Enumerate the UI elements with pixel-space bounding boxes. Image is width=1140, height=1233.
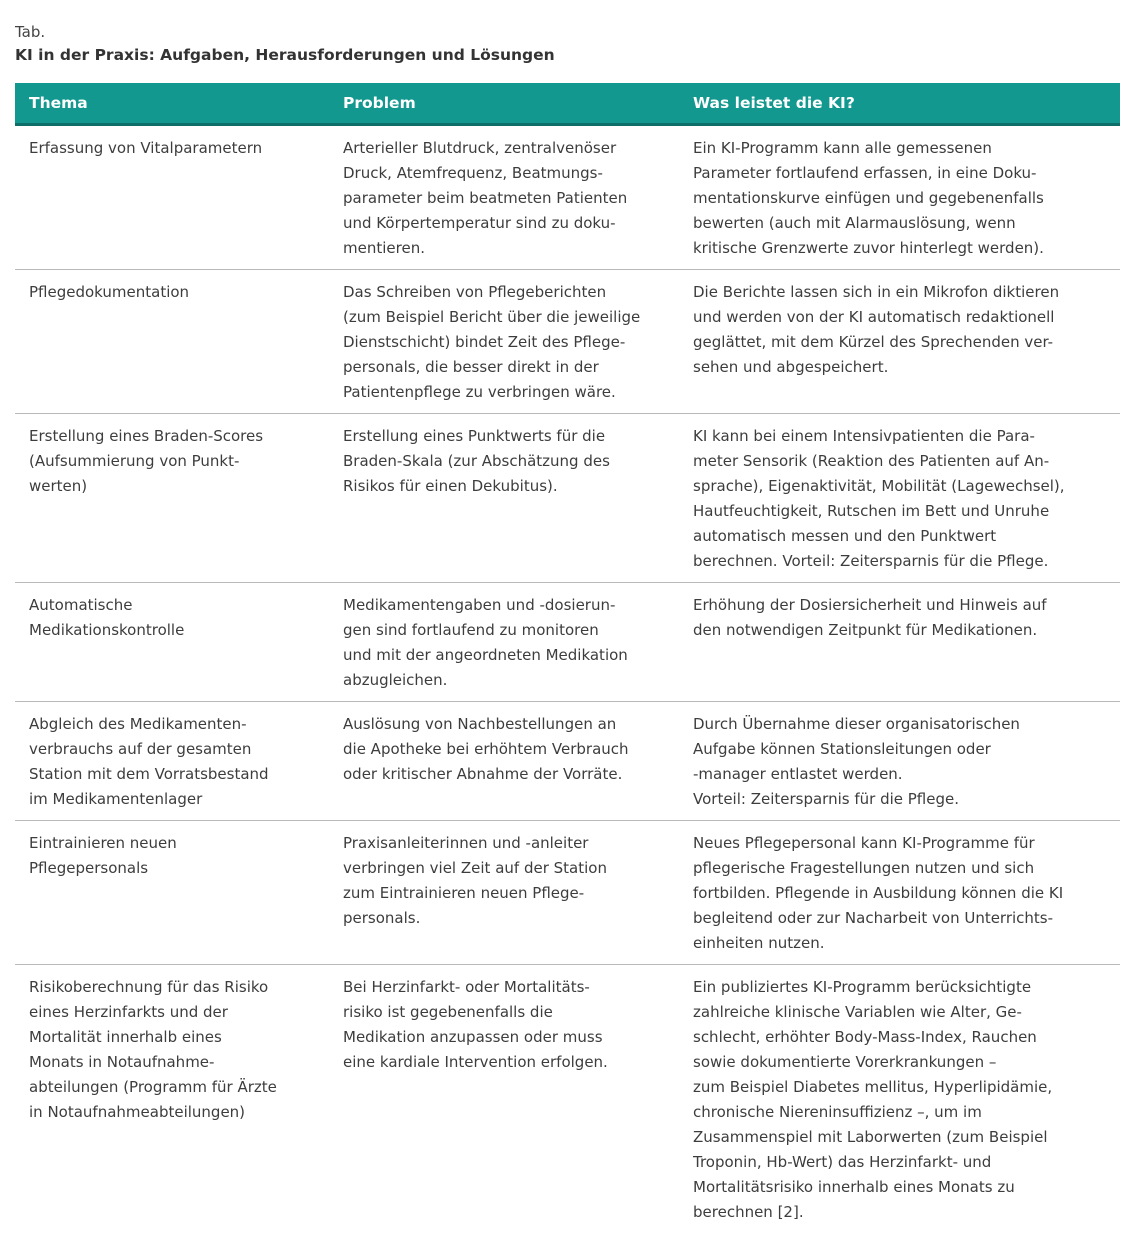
cell-ki-leistung	[679, 269, 1120, 413]
cell-text-line: Ein KI-Programm kann alle gemessenen	[693, 138, 992, 157]
cell-thema	[15, 582, 329, 701]
cell-text-line: kritische Grenzwerte zuvor hinterlegt werden).	[693, 238, 1044, 257]
cell-text-line: chronische Niereninsuffizienz –, um im	[693, 1102, 982, 1121]
header-thema: Thema	[15, 83, 329, 124]
table-row	[15, 269, 1120, 413]
cell-text-line: Abgleich des Medikamenten-	[29, 714, 247, 733]
cell-text-line: Braden-Skala (zur Abschätzung des	[343, 451, 610, 470]
cell-thema	[15, 701, 329, 820]
cell-thema	[15, 964, 329, 1233]
cell-text-line: die Apotheke bei erhöhtem Verbrauch	[343, 739, 629, 758]
cell-text-line: Neues Pflegepersonal kann KI-Programme für	[693, 833, 1035, 852]
cell-text-line: im Medikamentenlager	[29, 789, 203, 808]
cell-text-line: personals, die besser direkt in der	[343, 357, 599, 376]
cell-text-line: eines Herzinfarkts und der	[29, 1002, 228, 1021]
cell-text-line: schlecht, erhöhter Body-Mass-Index, Rauchen	[693, 1027, 1037, 1046]
cell-ki-leistung	[679, 964, 1120, 1233]
cell-text-line: Zusammenspiel mit Laborwerten (zum Beispiel	[693, 1127, 1048, 1146]
cell-text-line: Monats in Notaufnahme-	[29, 1052, 215, 1071]
table-body	[15, 124, 1120, 1233]
cell-text-line: Das Schreiben von Pflegeberichten	[343, 282, 607, 301]
cell-text-line: -manager entlastet werden.	[693, 764, 903, 783]
table-row	[15, 964, 1120, 1233]
cell-text-line: Praxisanleiterinnen und -anleiter	[343, 833, 589, 852]
cell-text-line: Erstellung eines Punktwerts für die	[343, 426, 606, 445]
cell-text-line: Mortalitätsrisiko innerhalb eines Monats zu	[693, 1177, 1015, 1196]
cell-thema	[15, 124, 329, 269]
cell-text-line: zum Beispiel Diabetes mellitus, Hyperlipidämie,	[693, 1077, 1053, 1096]
cell-text-line: und Körpertemperatur sind zu doku-	[343, 213, 616, 232]
table-title: KI in der Praxis: Aufgaben, Herausforderungen und Lösungen	[15, 46, 555, 64]
cell-text-line: und mit der angeordneten Medikation	[343, 645, 628, 664]
cell-text-line: Eintrainieren neuen	[29, 833, 177, 852]
cell-ki-leistung	[679, 413, 1120, 582]
cell-text-line: meter Sensorik (Reaktion des Patienten auf An-	[693, 451, 1050, 470]
cell-text-line: Die Berichte lassen sich in ein Mikrofon diktieren	[693, 282, 1060, 301]
cell-text-line: Pflegepersonals	[29, 858, 149, 877]
cell-text-line: Durch Übernahme dieser organisatorischen	[693, 714, 1020, 733]
cell-text-line: oder kritischer Abnahme der Vorräte.	[343, 764, 623, 783]
cell-text-line: Medikation anzupassen oder muss	[343, 1027, 603, 1046]
cell-text-line: den notwendigen Zeitpunkt für Medikationen.	[693, 620, 1038, 639]
cell-problem	[329, 582, 679, 701]
cell-text-line: abteilungen (Programm für Ärzte	[29, 1077, 277, 1096]
header-row	[15, 83, 1120, 124]
ki-praxis-table	[15, 83, 1120, 1233]
cell-text-line: zahlreiche klinische Variablen wie Alter, Ge-	[693, 1002, 1022, 1021]
cell-text-line: KI kann bei einem Intensivpatienten die Para-	[693, 426, 1035, 445]
cell-text-line: zum Eintrainieren neuen Pflege-	[343, 883, 585, 902]
cell-problem	[329, 269, 679, 413]
cell-text-line: parameter beim beatmeten Patienten	[343, 188, 628, 207]
cell-text-line: Risikoberechnung für das Risiko	[29, 977, 269, 996]
cell-text-line: gen sind fortlaufend zu monitoren	[343, 620, 599, 639]
cell-text-line: werten)	[29, 476, 88, 495]
cell-problem	[329, 701, 679, 820]
cell-text-line: (Aufsummierung von Punkt-	[29, 451, 240, 470]
table-row	[15, 820, 1120, 964]
cell-text-line: mentieren.	[343, 238, 425, 257]
cell-text-line: personals.	[343, 908, 421, 927]
cell-thema	[15, 269, 329, 413]
table-label: Tab.	[15, 23, 46, 41]
cell-ki-leistung	[679, 701, 1120, 820]
cell-text-line: eine kardiale Intervention erfolgen.	[343, 1052, 608, 1071]
cell-text-line: Medikationskontrolle	[29, 620, 185, 639]
cell-text-line: Vorteil: Zeitersparnis für die Pflege.	[693, 789, 959, 808]
table-header	[15, 83, 1120, 124]
cell-text-line: Ein publiziertes KI-Programm berücksichtigte	[693, 977, 1032, 996]
cell-text-line: Auslösung von Nachbestellungen an	[343, 714, 617, 733]
cell-ki-leistung	[679, 582, 1120, 701]
table-row	[15, 124, 1120, 269]
cell-text-line: sowie dokumentierte Vorerkrankungen –	[693, 1052, 997, 1071]
cell-thema	[15, 820, 329, 964]
cell-text-line: Patientenpflege zu verbringen wäre.	[343, 382, 616, 401]
cell-text-line: Troponin, Hb-Wert) das Herzinfarkt- und	[693, 1152, 992, 1171]
cell-text-line: mentationskurve einfügen und gegebenenfalls	[693, 188, 1044, 207]
cell-ki-leistung	[679, 820, 1120, 964]
cell-text-line: Bei Herzinfarkt- oder Mortalitäts-	[343, 977, 590, 996]
cell-text-line: fortbilden. Pflegende in Ausbildung können die KI	[693, 883, 1064, 902]
cell-text-line: bewerten (auch mit Alarmauslösung, wenn	[693, 213, 1016, 232]
cell-text-line: einheiten nutzen.	[693, 933, 825, 952]
cell-text-line: abzugleichen.	[343, 670, 448, 689]
cell-text-line: Medikamentengaben und -dosierun-	[343, 595, 616, 614]
cell-text-line: Pflegedokumentation	[29, 282, 190, 301]
cell-text-line: berechnen. Vorteil: Zeitersparnis für die Pflege.	[693, 551, 1049, 570]
cell-text-line: geglättet, mit dem Kürzel des Sprechenden ver-	[693, 332, 1054, 351]
table-row	[15, 701, 1120, 820]
cell-text-line: verbrauchs auf der gesamten	[29, 739, 252, 758]
cell-text-line: (zum Beispiel Bericht über die jeweilige	[343, 307, 641, 326]
cell-text-line: Parameter fortlaufend erfassen, in eine Doku-	[693, 163, 1037, 182]
table-caption	[15, 22, 1125, 68]
cell-text-line: automatisch messen und den Punktwert	[693, 526, 997, 545]
cell-problem	[329, 820, 679, 964]
cell-text-line: Druck, Atemfrequenz, Beatmungs-	[343, 163, 603, 182]
cell-text-line: Dienstschicht) bindet Zeit des Pflege-	[343, 332, 626, 351]
cell-text-line: sehen und abgespeichert.	[693, 357, 889, 376]
cell-text-line: Station mit dem Vorratsbestand	[29, 764, 269, 783]
cell-ki-leistung	[679, 124, 1120, 269]
cell-text-line: Hautfeuchtigkeit, Rutschen im Bett und Unruhe	[693, 501, 1050, 520]
cell-text-line: pflegerische Fragestellungen nutzen und sich	[693, 858, 1035, 877]
cell-text-line: Arterieller Blutdruck, zentralvenöser	[343, 138, 617, 157]
cell-text-line: und werden von der KI automatisch redaktionell	[693, 307, 1055, 326]
cell-text-line: Risikos für einen Dekubitus).	[343, 476, 558, 495]
cell-text-line: berechnen [2].	[693, 1202, 804, 1221]
cell-text-line: begleitend oder zur Nacharbeit von Unterrichts-	[693, 908, 1054, 927]
table-row	[15, 582, 1120, 701]
table-row	[15, 413, 1120, 582]
cell-problem	[329, 124, 679, 269]
cell-problem	[329, 964, 679, 1233]
cell-text-line: Automatische	[29, 595, 133, 614]
cell-text-line: risiko ist gegebenenfalls die	[343, 1002, 553, 1021]
cell-thema	[15, 413, 329, 582]
cell-text-line: verbringen viel Zeit auf der Station	[343, 858, 607, 877]
header-problem: Problem	[329, 83, 679, 124]
cell-problem	[329, 413, 679, 582]
cell-text-line: Erhöhung der Dosiersicherheit und Hinweis auf	[693, 595, 1047, 614]
cell-text-line: Erfassung von Vitalparametern	[29, 138, 263, 157]
cell-text-line: Mortalität innerhalb eines	[29, 1027, 222, 1046]
header-ki-leistung: Was leistet die KI?	[679, 83, 1120, 124]
cell-text-line: sprache), Eigenaktivität, Mobilität (Lagewechsel),	[693, 476, 1065, 495]
cell-text-line: Erstellung eines Braden-Scores	[29, 426, 264, 445]
cell-text-line: in Notaufnahmeabteilungen)	[29, 1102, 246, 1121]
cell-text-line: Aufgabe können Stationsleitungen oder	[693, 739, 991, 758]
